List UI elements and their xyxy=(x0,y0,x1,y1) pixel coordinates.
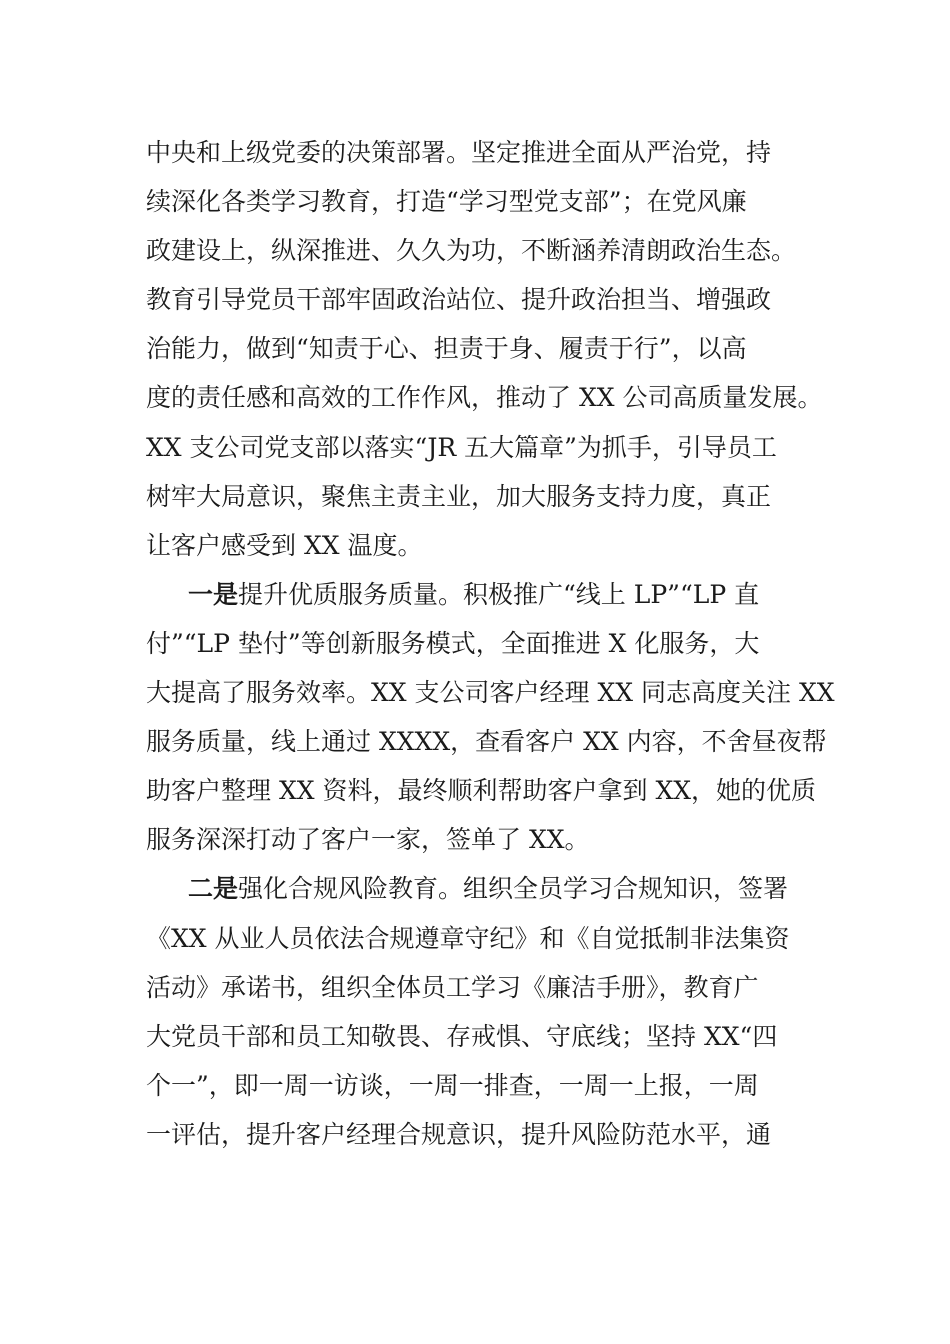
section-2-lead: 二是 xyxy=(188,874,239,904)
section-1-first-text: 提升优质服务质量。积极推广“线上 LP”“LP 直 xyxy=(238,579,760,609)
text-line: XX 支公司党支部以落实“JR 五大篇章”为抓手，引导员工 xyxy=(146,432,777,462)
text-line: 大提高了服务效率。XX 支公司客户经理 XX 同志高度关注 XX xyxy=(146,678,835,708)
text-line: 中央和上级党委的决策部署。坚定推进全面从严治党，持 xyxy=(146,138,772,167)
text-line: 教育引导党员干部牢固政治站位、提升政治担当、增强政 xyxy=(146,285,772,315)
text-line: 树牢大局意识，聚焦主责主业，加大服务支持力度，真正 xyxy=(146,481,772,511)
text-line: 助客户整理 XX 资料，最终顺利帮助客户拿到 XX，她的优质 xyxy=(146,776,817,806)
text-line: 服务质量，线上通过 XXXX，查看客户 XX 内容，不舍昼夜帮 xyxy=(146,727,827,757)
text-line: 大党员干部和员工知敬畏、存戒惧、守底线；坚持 XX“四 xyxy=(146,1021,778,1051)
text-line: 个一”，即一周一访谈，一周一排查，一周一上报，一周 xyxy=(146,1070,759,1100)
text-line: 治能力，做到“知责于心、担责于身、履责于行”，以高 xyxy=(146,334,747,364)
section-2-first-line xyxy=(146,864,816,913)
body-text xyxy=(146,128,835,1159)
text-line: 付”“LP 垫付”等创新服务模式，全面推进 X 化服务，大 xyxy=(146,628,760,658)
text-line: 政建设上，纵深推进、久久为功，不断涵养清朗政治生态。 xyxy=(146,236,797,266)
section-2-first-text: 强化合规风险教育。组织全员学习合规知识，签署 xyxy=(238,874,789,904)
text-line: 服务深深打动了客户一家，签单了 XX。 xyxy=(146,825,590,855)
text-line: 度的责任感和高效的工作作风，推动了 XX 公司高质量发展。 xyxy=(146,383,823,413)
text-line: 一评估，提升客户经理合规意识，提升风险防范水平，通 xyxy=(146,1119,772,1149)
text-line: 让客户感受到 XX 温度。 xyxy=(146,530,423,560)
text-line: 续深化各类学习教育，打造“学习型党支部”；在党风廉 xyxy=(146,187,747,217)
section-1-lead: 一是 xyxy=(188,579,239,609)
text-line: 《XX 从业人员依法合规遵章守纪》和《自觉抵制非法集资 xyxy=(146,923,790,953)
text-line: 活动》承诺书，组织全体员工学习《廉洁手册》，教育广 xyxy=(146,972,759,1002)
section-1-first-line xyxy=(146,570,816,619)
